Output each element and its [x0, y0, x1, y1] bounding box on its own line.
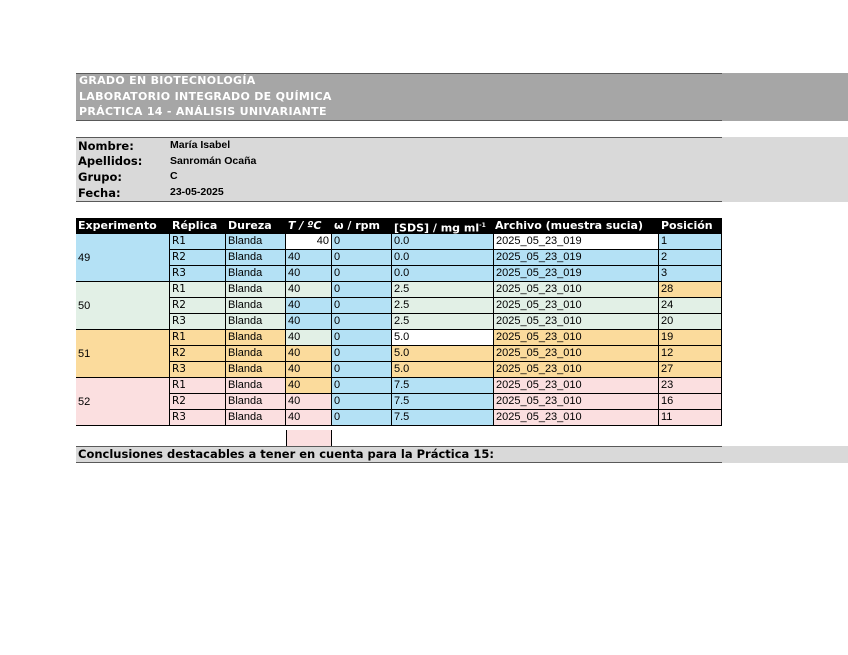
archivo-cell[interactable]: 2025_05_23_010: [494, 410, 659, 426]
grupo-label: Grupo:: [78, 170, 123, 184]
archivo-cell[interactable]: 2025_05_23_010: [494, 346, 659, 362]
sds-cell[interactable]: 7.5: [392, 410, 494, 426]
lab-title: LABORATORIO INTEGRADO DE QUÍMICA: [79, 90, 332, 103]
fecha-label: Fecha:: [78, 186, 121, 200]
posicion-cell[interactable]: 24: [659, 298, 722, 314]
temp-cell[interactable]: 40: [286, 378, 332, 394]
experiment-cell[interactable]: 49: [76, 234, 170, 282]
dureza-cell[interactable]: Blanda: [226, 394, 286, 410]
replica-cell[interactable]: R3: [170, 410, 226, 426]
temp-cell[interactable]: 40: [286, 234, 332, 250]
omega-cell[interactable]: 0: [332, 410, 392, 426]
replica-cell[interactable]: R3: [170, 266, 226, 282]
replica-cell[interactable]: R1: [170, 282, 226, 298]
archivo-cell[interactable]: 2025_05_23_019: [494, 266, 659, 282]
col-header-temp: T / ºC: [286, 218, 332, 234]
temp-cell[interactable]: 40: [286, 314, 332, 330]
omega-cell[interactable]: 0: [332, 378, 392, 394]
temp-cell[interactable]: 40: [286, 330, 332, 346]
sds-cell[interactable]: 5.0: [392, 330, 494, 346]
temp-cell[interactable]: 40: [286, 346, 332, 362]
omega-cell[interactable]: 0: [332, 234, 392, 250]
omega-cell[interactable]: 0: [332, 362, 392, 378]
replica-cell[interactable]: R2: [170, 346, 226, 362]
archivo-cell[interactable]: 2025_05_23_019: [494, 234, 659, 250]
apellidos-value[interactable]: Sanromán Ocaña: [170, 155, 257, 167]
replica-cell[interactable]: R2: [170, 250, 226, 266]
posicion-cell[interactable]: 16: [659, 394, 722, 410]
sds-label: [SDS] / mg ml: [394, 221, 480, 234]
experiment-cell[interactable]: 52: [76, 378, 170, 426]
dureza-cell[interactable]: Blanda: [226, 362, 286, 378]
temp-cell[interactable]: 40: [286, 410, 332, 426]
dureza-cell[interactable]: Blanda: [226, 330, 286, 346]
experiment-cell[interactable]: 50: [76, 282, 170, 330]
archivo-cell[interactable]: 2025_05_23_010: [494, 314, 659, 330]
dureza-cell[interactable]: Blanda: [226, 266, 286, 282]
empty-temp-cell[interactable]: [286, 430, 332, 446]
omega-cell[interactable]: 0: [332, 314, 392, 330]
posicion-cell[interactable]: 28: [659, 282, 722, 298]
temp-cell[interactable]: 40: [286, 266, 332, 282]
sds-cell[interactable]: 5.0: [392, 362, 494, 378]
nombre-value[interactable]: María Isabel: [170, 139, 231, 151]
omega-cell[interactable]: 0: [332, 282, 392, 298]
conclusions-band: [76, 446, 848, 463]
sds-unit-exponent: -1: [479, 222, 486, 229]
posicion-cell[interactable]: 1: [659, 234, 722, 250]
posicion-cell[interactable]: 12: [659, 346, 722, 362]
archivo-cell[interactable]: 2025_05_23_010: [494, 330, 659, 346]
posicion-cell[interactable]: 3: [659, 266, 722, 282]
col-header-replica: Réplica: [170, 218, 226, 234]
dureza-cell[interactable]: Blanda: [226, 282, 286, 298]
practice-title: PRÁCTICA 14 - ANÁLISIS UNIVARIANTE: [79, 105, 327, 118]
student-info: [76, 137, 848, 202]
dureza-cell[interactable]: Blanda: [226, 378, 286, 394]
sds-cell[interactable]: 0.0: [392, 250, 494, 266]
replica-cell[interactable]: R3: [170, 362, 226, 378]
col-header-posicion: Posición: [659, 218, 722, 234]
archivo-cell[interactable]: 2025_05_23_010: [494, 298, 659, 314]
sds-cell[interactable]: 7.5: [392, 378, 494, 394]
sds-cell[interactable]: 0.0: [392, 266, 494, 282]
degree-title: GRADO EN BIOTECNOLOGÍA: [79, 74, 256, 87]
temp-cell[interactable]: 40: [286, 298, 332, 314]
omega-cell[interactable]: 0: [332, 394, 392, 410]
posicion-cell[interactable]: 2: [659, 250, 722, 266]
archivo-cell[interactable]: 2025_05_23_019: [494, 250, 659, 266]
temp-cell[interactable]: 40: [286, 394, 332, 410]
omega-cell[interactable]: 0: [332, 330, 392, 346]
dureza-cell[interactable]: Blanda: [226, 250, 286, 266]
archivo-cell[interactable]: 2025_05_23_010: [494, 362, 659, 378]
posicion-cell[interactable]: 20: [659, 314, 722, 330]
dureza-cell[interactable]: Blanda: [226, 410, 286, 426]
sds-cell[interactable]: 2.5: [392, 314, 494, 330]
sds-cell[interactable]: 0.0: [392, 234, 494, 250]
col-header-dureza: Dureza: [226, 218, 286, 234]
replica-cell[interactable]: R2: [170, 394, 226, 410]
sds-cell[interactable]: 2.5: [392, 282, 494, 298]
archivo-cell[interactable]: 2025_05_23_010: [494, 394, 659, 410]
omega-cell[interactable]: 0: [332, 266, 392, 282]
temp-cell[interactable]: 40: [286, 250, 332, 266]
apellidos-label: Apellidos:: [78, 154, 143, 168]
dureza-cell[interactable]: Blanda: [226, 234, 286, 250]
posicion-cell[interactable]: 19: [659, 330, 722, 346]
archivo-cell[interactable]: 2025_05_23_010: [494, 378, 659, 394]
posicion-cell[interactable]: 23: [659, 378, 722, 394]
nombre-label: Nombre:: [78, 139, 134, 153]
experiment-cell[interactable]: 51: [76, 330, 170, 378]
posicion-cell[interactable]: 11: [659, 410, 722, 426]
archivo-cell[interactable]: 2025_05_23_010: [494, 282, 659, 298]
dureza-cell[interactable]: Blanda: [226, 298, 286, 314]
dureza-cell[interactable]: Blanda: [226, 346, 286, 362]
temp-cell[interactable]: 40: [286, 282, 332, 298]
omega-cell[interactable]: 0: [332, 346, 392, 362]
posicion-cell[interactable]: 27: [659, 362, 722, 378]
col-header-sds: [392, 218, 494, 234]
fecha-value[interactable]: 23-05-2025: [170, 186, 224, 198]
sds-cell[interactable]: 2.5: [392, 298, 494, 314]
conclusions-label: Conclusiones destacables a tener en cuenta para la Práctica 15:: [78, 447, 494, 461]
col-header-experimento: Experimento: [76, 218, 170, 234]
dureza-cell[interactable]: Blanda: [226, 314, 286, 330]
replica-cell[interactable]: R1: [170, 330, 226, 346]
omega-cell[interactable]: 0: [332, 250, 392, 266]
omega-cell[interactable]: 0: [332, 298, 392, 314]
grupo-value[interactable]: C: [170, 170, 178, 182]
replica-cell[interactable]: R1: [170, 234, 226, 250]
sds-cell[interactable]: 5.0: [392, 346, 494, 362]
replica-cell[interactable]: R1: [170, 378, 226, 394]
replica-cell[interactable]: R3: [170, 314, 226, 330]
replica-cell[interactable]: R2: [170, 298, 226, 314]
col-header-omega: ω / rpm: [332, 218, 392, 234]
sds-cell[interactable]: 7.5: [392, 394, 494, 410]
title-band: [76, 73, 848, 121]
col-header-archivo: Archivo (muestra sucia): [494, 218, 659, 234]
temp-cell[interactable]: 40: [286, 362, 332, 378]
